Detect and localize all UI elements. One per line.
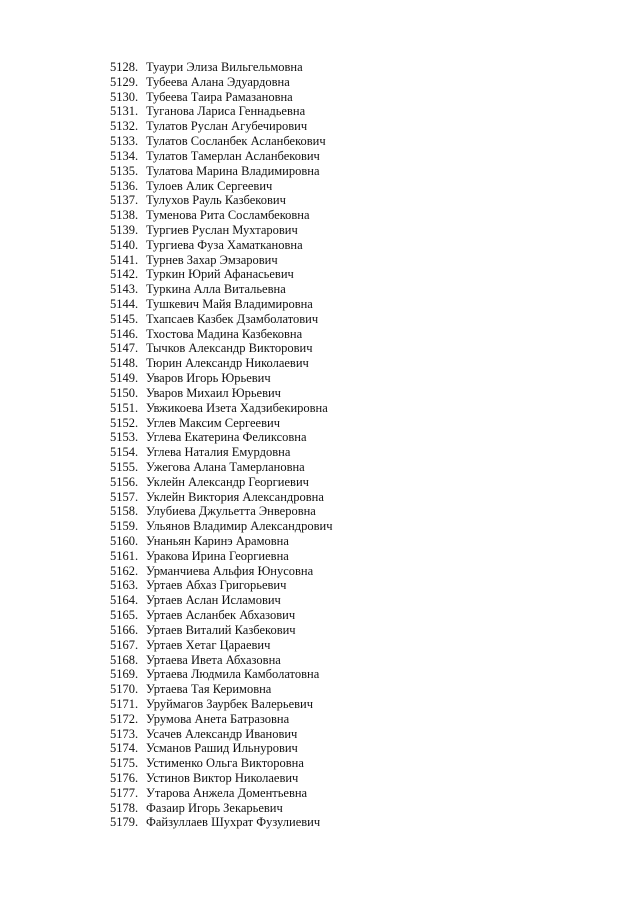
list-item xyxy=(110,60,333,75)
entry-number: 5129. xyxy=(110,74,139,89)
entry-name: Туаури Элиза Вильгельмовна xyxy=(146,60,303,74)
entry-name: Углев Максим Сергеевич xyxy=(146,415,280,430)
entry-number: 5158. xyxy=(110,504,139,519)
entry-number: 5153. xyxy=(110,430,139,445)
entry-number: 5156. xyxy=(110,474,139,489)
entry-number: 5131. xyxy=(110,104,139,119)
list-item xyxy=(110,815,333,830)
entry-number: 5145. xyxy=(110,311,139,326)
entry-number: 5173. xyxy=(110,726,139,741)
entry-number: 5132. xyxy=(110,119,139,134)
entry-number: 5150. xyxy=(110,385,139,400)
entry-number: 5161. xyxy=(110,548,139,563)
list-item xyxy=(110,682,333,697)
list-item xyxy=(110,475,333,490)
entry-name: Уклейн Виктория Александровна xyxy=(146,489,324,504)
name-list xyxy=(110,60,333,830)
entry-number: 5141. xyxy=(110,252,139,267)
entry-name: Уртаева Тая Керимовна xyxy=(146,682,272,697)
list-item xyxy=(110,460,333,475)
list-item xyxy=(110,741,333,756)
list-item xyxy=(110,327,333,342)
list-item xyxy=(110,75,333,90)
entry-number: 5136. xyxy=(110,178,139,193)
entry-number: 5179. xyxy=(110,815,139,830)
list-item xyxy=(110,771,333,786)
entry-name: Тубеева Таира Рамазановна xyxy=(146,89,293,104)
entry-number: 5165. xyxy=(110,608,139,623)
entry-number: 5155. xyxy=(110,459,139,474)
entry-name: Уруймагов Заурбек Валерьевич xyxy=(146,696,314,711)
list-item xyxy=(110,119,333,134)
entry-name: Утарова Анжела Доментьевна xyxy=(146,785,308,800)
list-item xyxy=(110,401,333,416)
entry-name: Уваров Михаил Юрьевич xyxy=(146,385,281,400)
entry-name: Ульянов Владимир Александрович xyxy=(146,519,333,534)
entry-name: Тулатов Руслан Агубечирович xyxy=(146,119,308,134)
entry-name: Уртаев Абхаз Григорьевич xyxy=(146,578,287,593)
entry-number: 5151. xyxy=(110,400,139,415)
list-item xyxy=(110,104,333,119)
entry-name: Тхостова Мадина Казбековна xyxy=(146,326,303,341)
entry-number: 5166. xyxy=(110,622,139,637)
entry-number: 5146. xyxy=(110,326,139,341)
entry-name: Тюрин Александр Николаевич xyxy=(146,356,309,371)
list-item xyxy=(110,282,333,297)
list-item xyxy=(110,534,333,549)
list-item xyxy=(110,356,333,371)
entry-name: Уракова Ирина Георгиевна xyxy=(146,548,289,563)
entry-number: 5174. xyxy=(110,741,139,756)
entry-name: Ужегова Алана Тамерлановна xyxy=(146,459,305,474)
entry-name: Тхапсаев Казбек Дзамболатович xyxy=(146,311,319,326)
entry-name: Уртаев Хетаг Цараевич xyxy=(146,637,271,652)
entry-name: Углева Наталия Емурдовна xyxy=(146,445,291,460)
list-item xyxy=(110,386,333,401)
list-item xyxy=(110,297,333,312)
entry-name: Тычков Александр Викторович xyxy=(146,341,313,356)
entry-number: 5128. xyxy=(110,60,139,74)
entry-name: Туркина Алла Витальевна xyxy=(146,282,286,297)
entry-number: 5157. xyxy=(110,489,139,504)
entry-number: 5134. xyxy=(110,148,139,163)
list-item xyxy=(110,519,333,534)
entry-name: Тулатов Тамерлан Асланбекович xyxy=(146,148,320,163)
entry-name: Туменова Рита Сосламбековна xyxy=(146,208,310,223)
entry-number: 5139. xyxy=(110,222,139,237)
list-item xyxy=(110,667,333,682)
list-item xyxy=(110,416,333,431)
entry-number: 5177. xyxy=(110,785,139,800)
list-item xyxy=(110,371,333,386)
entry-name: Усачев Александр Иванович xyxy=(146,726,298,741)
list-item xyxy=(110,786,333,801)
entry-name: Тургиева Фуза Хаматкановна xyxy=(146,237,303,252)
entry-number: 5148. xyxy=(110,356,139,371)
entry-name: Уртаев Аслан Исламович xyxy=(146,593,281,608)
list-item xyxy=(110,549,333,564)
entry-number: 5142. xyxy=(110,267,139,282)
list-item xyxy=(110,504,333,519)
entry-name: Увжикоева Изета Хадзибекировна xyxy=(146,400,328,415)
entry-name: Улубиева Джульетта Энверовна xyxy=(146,504,316,519)
entry-name: Усманов Рашид Ильнурович xyxy=(146,741,298,756)
list-item xyxy=(110,430,333,445)
entry-name: Уваров Игорь Юрьевич xyxy=(146,371,271,386)
list-item xyxy=(110,134,333,149)
list-item xyxy=(110,608,333,623)
entry-name: Тулатова Марина Владимировна xyxy=(146,163,320,178)
entry-number: 5160. xyxy=(110,534,139,548)
list-item xyxy=(110,712,333,727)
entry-number: 5159. xyxy=(110,519,139,534)
entry-name: Тушкевич Майя Владимировна xyxy=(146,297,313,311)
entry-number: 5164. xyxy=(110,593,139,608)
list-item xyxy=(110,341,333,356)
list-item xyxy=(110,638,333,653)
entry-name: Уклейн Александр Георгиевич xyxy=(146,474,309,489)
entry-name: Уртаева Людмила Камболатовна xyxy=(146,667,320,682)
entry-number: 5175. xyxy=(110,756,139,771)
entry-name: Уртаев Асланбек Абхазович xyxy=(146,608,296,623)
entry-number: 5137. xyxy=(110,193,139,208)
entry-number: 5154. xyxy=(110,445,139,460)
entry-number: 5152. xyxy=(110,415,139,430)
entry-number: 5135. xyxy=(110,163,139,178)
entry-name: Углева Екатерина Феликсовна xyxy=(146,430,307,445)
entry-number: 5133. xyxy=(110,134,139,149)
list-item xyxy=(110,149,333,164)
entry-name: Тургиев Руслан Мухтарович xyxy=(146,222,298,237)
list-item xyxy=(110,727,333,742)
entry-name: Уртаева Ивета Абхазовна xyxy=(146,652,281,667)
list-item xyxy=(110,253,333,268)
list-item xyxy=(110,208,333,223)
list-item xyxy=(110,164,333,179)
list-item xyxy=(110,179,333,194)
entry-number: 5178. xyxy=(110,800,139,815)
list-item xyxy=(110,623,333,638)
entry-name: Файзуллаев Шухрат Фузулиевич xyxy=(146,815,321,830)
list-item xyxy=(110,578,333,593)
entry-number: 5144. xyxy=(110,297,139,311)
list-item xyxy=(110,445,333,460)
list-item xyxy=(110,490,333,505)
entry-number: 5130. xyxy=(110,89,139,104)
entry-number: 5140. xyxy=(110,237,139,252)
entry-number: 5171. xyxy=(110,696,139,711)
entry-number: 5168. xyxy=(110,652,139,667)
entry-number: 5138. xyxy=(110,208,139,223)
entry-name: Тулатов Сосланбек Асланбекович xyxy=(146,134,326,149)
entry-name: Устименко Ольга Викторовна xyxy=(146,756,304,771)
entry-name: Унаньян Каринэ Арамовна xyxy=(146,534,289,548)
list-item xyxy=(110,223,333,238)
list-item xyxy=(110,564,333,579)
entry-name: Устинов Виктор Николаевич xyxy=(146,771,299,785)
entry-number: 5172. xyxy=(110,711,139,726)
list-item xyxy=(110,312,333,327)
entry-number: 5149. xyxy=(110,371,139,386)
entry-name: Урумова Анета Батразовна xyxy=(146,711,290,726)
entry-number: 5169. xyxy=(110,667,139,682)
list-item xyxy=(110,697,333,712)
entry-name: Фазаир Игорь Зекарьевич xyxy=(146,800,283,815)
entry-number: 5143. xyxy=(110,282,139,297)
entry-name: Уртаев Виталий Казбекович xyxy=(146,622,296,637)
list-item xyxy=(110,801,333,816)
entry-name: Урманчиева Альфия Юнусовна xyxy=(146,563,314,578)
list-item xyxy=(110,653,333,668)
entry-number: 5176. xyxy=(110,771,139,785)
entry-name: Турнев Захар Эмзарович xyxy=(146,252,278,267)
list-item xyxy=(110,267,333,282)
entry-name: Тубеева Алана Эдуардовна xyxy=(146,74,290,89)
entry-number: 5170. xyxy=(110,682,139,697)
list-item xyxy=(110,90,333,105)
entry-name: Туганова Лариса Геннадьевна xyxy=(146,104,306,119)
entry-number: 5147. xyxy=(110,341,139,356)
entry-name: Тулухов Рауль Казбекович xyxy=(146,193,286,208)
list-item xyxy=(110,756,333,771)
list-item xyxy=(110,593,333,608)
entry-number: 5163. xyxy=(110,578,139,593)
list-item xyxy=(110,238,333,253)
list-item xyxy=(110,193,333,208)
entry-name: Туркин Юрий Афанасьевич xyxy=(146,267,294,282)
entry-name: Тулоев Алик Сергеевич xyxy=(146,178,273,193)
entry-number: 5167. xyxy=(110,637,139,652)
entry-number: 5162. xyxy=(110,563,139,578)
